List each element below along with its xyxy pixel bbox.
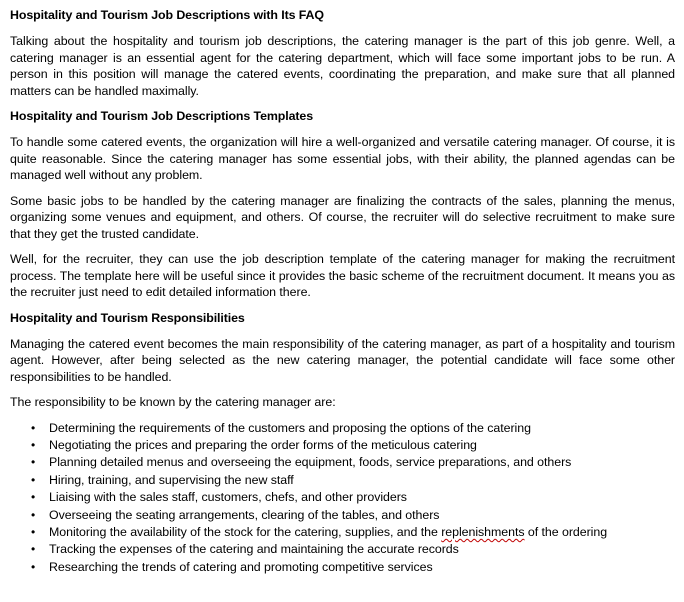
bullet-icon: • (31, 490, 36, 505)
bullet-icon: • (31, 472, 36, 487)
responsibility-list (10, 420, 675, 577)
bullet-icon: • (31, 524, 36, 539)
list-item (10, 507, 675, 524)
list-item-text: Negotiating the prices and preparing the order forms of the meticulous catering (49, 437, 477, 452)
document-page (10, 7, 675, 576)
bullet-icon: • (31, 455, 36, 470)
list-item (10, 559, 675, 576)
section-heading-faq: Hospitality and Tourism Job Descriptions with Its FAQ (10, 8, 324, 22)
paragraph-templates-3: Well, for the recruiter, they can use the job description template of the catering manager for making the recruitment process. The template here will be useful since it provides the basic scheme of the recruitment document. It means you as the recruiter just need to edit detailed information there. (10, 252, 675, 299)
bullet-icon: • (31, 437, 36, 452)
list-item-text: Determining the requirements of the customers and proposing the options of the catering (49, 420, 531, 435)
list-item (10, 437, 675, 454)
spellcheck-flagged-word[interactable]: replenishments (441, 524, 525, 539)
list-item (10, 524, 675, 541)
list-item-text: Hiring, training, and supervising the new staff (49, 472, 294, 487)
paragraph-responsibilities-1: Managing the catered event becomes the main responsibility of the catering manager, as part of a hospitality and tourism agent. However, after being selected as the new catering manager, the potential candidate will face some other responsibilities to be handled. (10, 336, 675, 384)
list-item-text: Researching the trends of catering and promoting competitive services (49, 559, 433, 574)
bullet-icon: • (31, 507, 36, 522)
list-item (10, 454, 675, 471)
section-heading-responsibilities: Hospitality and Tourism Responsibilities (10, 310, 245, 325)
list-item (10, 489, 675, 506)
paragraph-intro: Talking about the hospitality and tourism job descriptions, the catering manager is the part of this job genre. Well, a catering manager is an essential agent for the catering department, which will face some important jobs to be run. A person in this position will manage the catered events, coordinating the preparation, and make sure that all planned matters can be handled maximally. (10, 34, 675, 98)
list-item-text: Overseeing the seating arrangements, clearing of the tables, and others (49, 507, 440, 522)
list-item-text-after: of the ordering (524, 524, 608, 539)
bullet-icon: • (31, 542, 36, 557)
bullet-icon: • (31, 420, 36, 435)
section-heading-templates: Hospitality and Tourism Job Descriptions Templates (10, 109, 313, 123)
list-item-text: Tracking the expenses of the catering and maintaining the accurate records (49, 542, 459, 557)
list-item (10, 541, 675, 558)
bullet-icon: • (31, 559, 36, 574)
list-item-text-before: Monitoring the availability of the stock for the catering, supplies, and the (49, 524, 442, 539)
paragraph-templates-2: Some basic jobs to be handled by the catering manager are finalizing the contracts of the sales, planning the menus, organizing some venues and equipment, and others. Of course, the recruiter will do selective recruitment to make sure that they get the trusted candidate. (10, 193, 675, 241)
list-item (10, 472, 675, 489)
paragraph-templates-1: To handle some catered events, the organization will hire a well-organized and versatile catering manager. Of course, it is quite reasonable. Since the catering manager has some essential jobs, with their ability, the planned agendas can be managed well without any problem. (10, 135, 675, 182)
paragraph-responsibilities-2: The responsibility to be known by the catering manager are: (10, 395, 336, 409)
list-item-text: Liaising with the sales staff, customers, chefs, and other providers (49, 490, 407, 505)
list-item-text: Planning detailed menus and overseeing the equipment, foods, service preparations, and others (49, 455, 572, 470)
list-item (10, 420, 675, 437)
